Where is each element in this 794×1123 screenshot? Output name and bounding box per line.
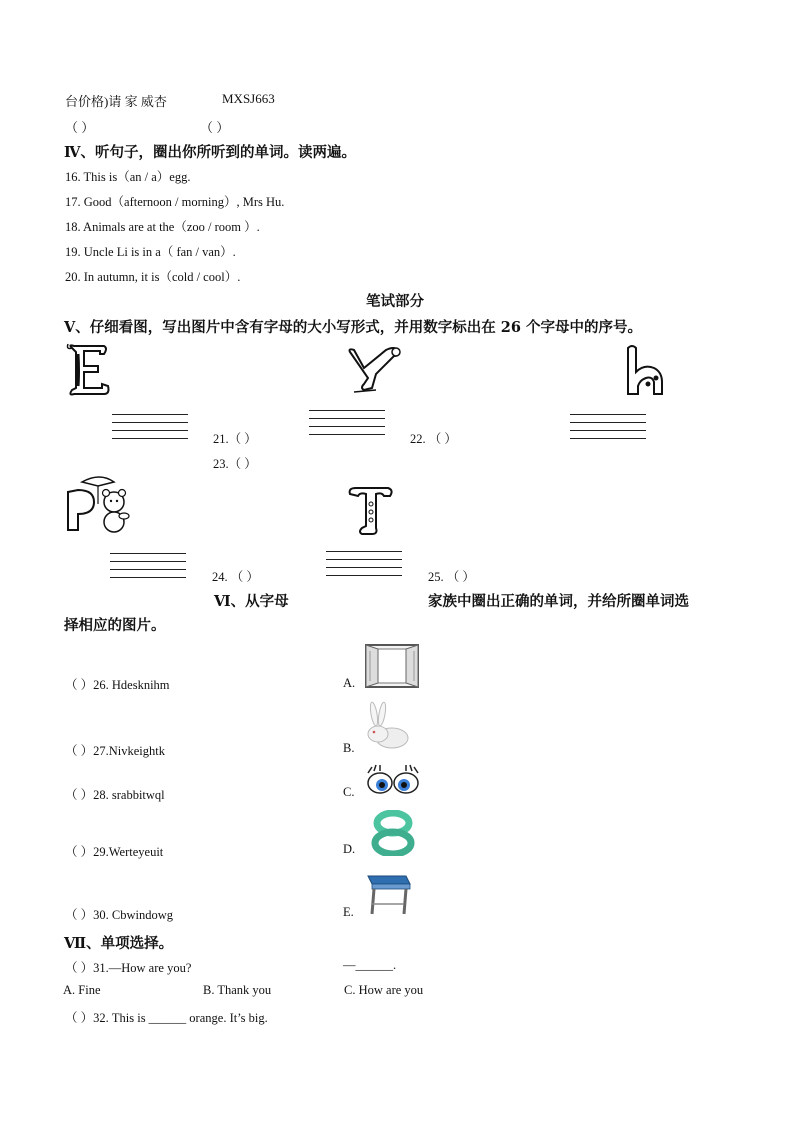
written-part-title: 笔试部分 xyxy=(366,293,424,310)
question-29: （ ）29.Werteyeuit xyxy=(65,845,164,859)
question-23: 23.（ ） xyxy=(213,457,257,471)
rabbit-picture xyxy=(362,700,414,750)
question-31: （ ）31.—How are you? xyxy=(65,961,192,975)
question-17: 17. Good（afternoon / morning）, Mrs Hu. xyxy=(65,195,285,209)
question-26: （ ）26. Hdesknihm xyxy=(65,678,170,692)
letter-p-picture xyxy=(64,474,134,536)
question-21: 21.（ ） xyxy=(213,432,257,446)
section-5-heading: Ⅴ、仔细看图，写出图片中含有字母的大小写形式，并用数字标出在 26 个字母中的序号。 xyxy=(64,319,643,336)
question-22: 22. （ ） xyxy=(410,432,457,446)
option-31-c: C. How are you xyxy=(344,983,424,997)
question-24: 24. （ ） xyxy=(212,570,259,584)
option-31-b: B. Thank you xyxy=(203,983,272,997)
desk-picture xyxy=(362,870,412,918)
option-c-label: C. xyxy=(343,785,355,799)
option-a-label: A. xyxy=(343,676,356,690)
question-25: 25. （ ） xyxy=(428,570,475,584)
letter-e-picture xyxy=(64,342,114,398)
question-16: 16. This is（an / a）egg. xyxy=(65,170,191,184)
section-6-heading: Ⅵ、从字母 xyxy=(214,593,289,610)
question-31-answer: —______. xyxy=(343,958,397,972)
question-19: 19. Uncle Li is in a（ fan / van）. xyxy=(65,245,236,259)
eyes-picture xyxy=(364,763,422,799)
eight-picture xyxy=(366,810,420,856)
question-20: 20. In autumn, it is（cold / cool）. xyxy=(65,270,241,284)
question-28: （ ）28. srabbitwql xyxy=(65,788,165,802)
question-27: （ ）27.Nivkeightk xyxy=(65,744,165,758)
option-b-label: B. xyxy=(343,741,355,755)
section-6-heading-cont2: 择相应的图片。 xyxy=(64,617,166,634)
answer-paren: （ ） xyxy=(65,120,95,135)
letter-h-picture xyxy=(622,344,670,398)
section-4-heading: Ⅳ、听句子，圈出你所听到的单词。读两遍。 xyxy=(64,144,356,161)
option-e-label: E. xyxy=(343,905,354,919)
option-31-a: A. Fine xyxy=(63,983,101,997)
letter-t-picture xyxy=(344,484,396,538)
header-fragment: 台价格)请 家 威杏 xyxy=(65,94,167,109)
answer-paren: （ ） xyxy=(200,120,230,135)
question-18: 18. Animals are at the（zoo / room ）. xyxy=(65,220,260,234)
option-d-label: D. xyxy=(343,842,356,856)
window-picture xyxy=(364,643,420,689)
question-30: （ ）30. Cbwindowg xyxy=(65,908,173,922)
section-7-heading: Ⅶ、单项选择。 xyxy=(64,935,174,952)
header-code: MXSJ663 xyxy=(222,91,275,106)
section-6-heading-cont: 家族中圈出正确的单词，并给所圈单词选 xyxy=(428,593,689,610)
letter-y-picture xyxy=(346,344,404,396)
question-32: （ ）32. This is ______ orange. It’s big. xyxy=(65,1011,268,1025)
